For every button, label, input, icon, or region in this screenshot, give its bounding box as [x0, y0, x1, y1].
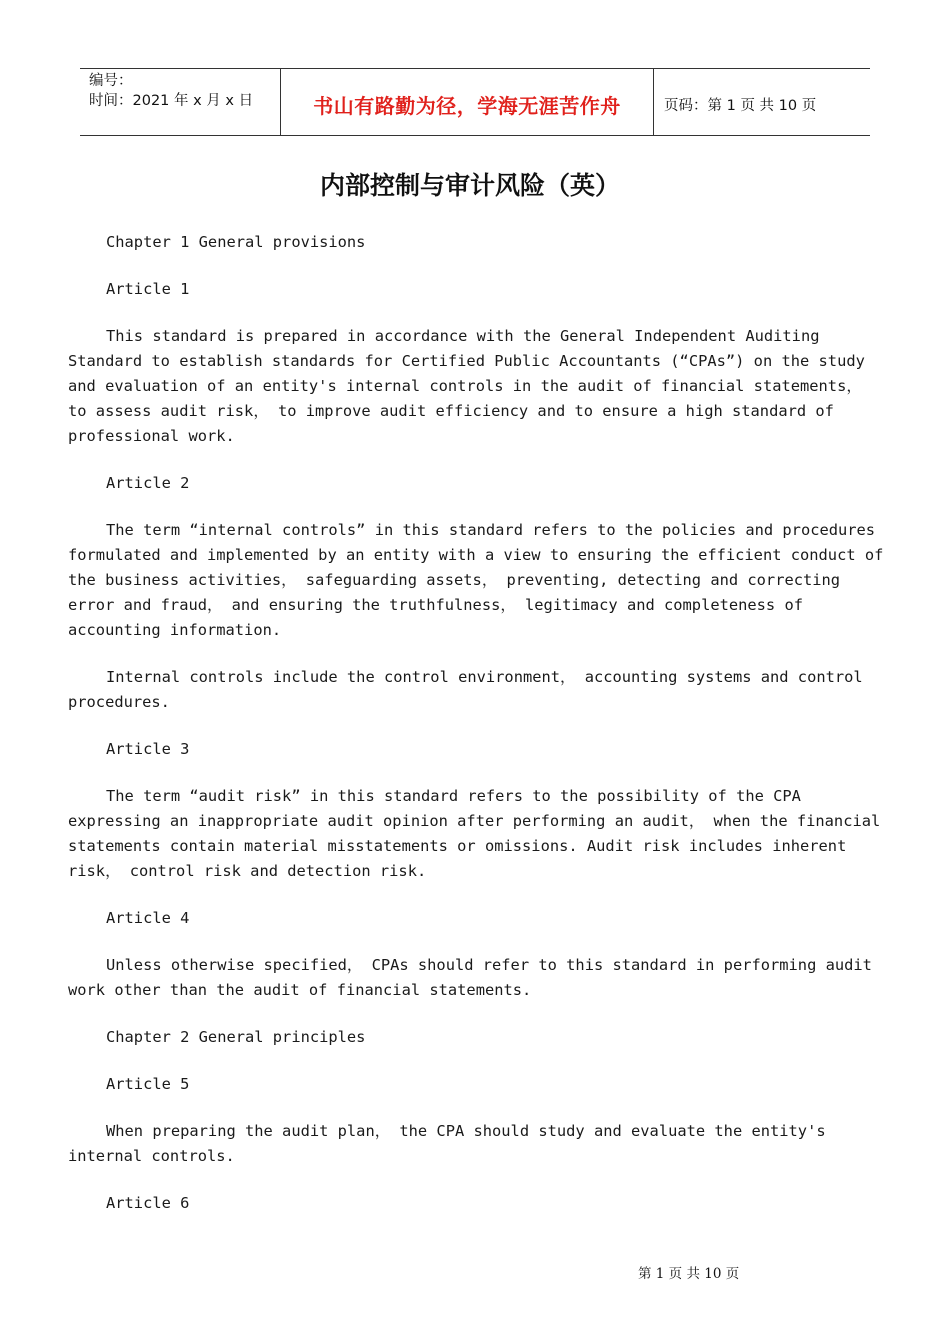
date-label: 时间：2021 年 x 月 x 日 [89, 93, 254, 109]
paragraph: Article 3 [106, 740, 190, 758]
document-title: 内部控制与审计风险（英） [319, 171, 620, 200]
page-footer: 第 1 页 共 10 页 [638, 1266, 740, 1282]
page-header [80, 68, 870, 136]
paragraph: Chapter 1 General provisions [106, 233, 366, 251]
header-page-cell [654, 69, 870, 135]
paragraph: Article 5 [106, 1075, 190, 1093]
paragraph: The term “internal controls” in this standard refers to the policies and procedures formulated and implemented by an entity with a view to ensuring the efficient conduct of the business activities， safeguarding assets， preventing, detecting and correcting error and fraud， and ensuring the truthfulness， legitimacy and completeness of accounting information. [68, 521, 884, 639]
paragraph: Article 1 [106, 280, 190, 298]
number-label: 编号： [89, 73, 133, 89]
header-meta [80, 69, 281, 135]
paragraph: Article 2 [106, 474, 190, 492]
paragraph: Chapter 2 General principles [106, 1028, 366, 1046]
paragraph: Article 4 [106, 909, 190, 927]
paragraph: Unless otherwise specified， CPAs should refer to this standard in performing audit work other than the audit of financial statements. [68, 956, 872, 999]
paragraph: The term “audit risk” in this standard refers to the possibility of the CPA expressing an inappropriate audit opinion after performing an audit， when the financial statements contain material misstatements or omissions. Audit risk includes inherent risk， control risk and detection risk. [68, 787, 881, 880]
header-motto-cell [281, 69, 654, 135]
paragraph: Internal controls include the control environment， accounting systems and control procedures. [68, 668, 863, 711]
paragraph: Article 6 [106, 1194, 190, 1212]
paragraph: This standard is prepared in accordance with the General Independent Auditing Standard to establish standards for Certified Public Accountants (“CPAs”) on the study and evaluation of an entity's internal controls in the audit of financial statements， to assess audit risk， to improve audit efficiency and to ensure a high standard of professional work. [68, 327, 865, 445]
page-label: 页码：第 1 页 共 10 页 [664, 97, 817, 114]
paragraph: When preparing the audit plan， the CPA should study and evaluate the entity's internal controls. [68, 1122, 826, 1165]
motto-text: 书山有路勤为径，学海无涯苦作舟 [313, 93, 621, 118]
document-body [68, 230, 888, 1238]
